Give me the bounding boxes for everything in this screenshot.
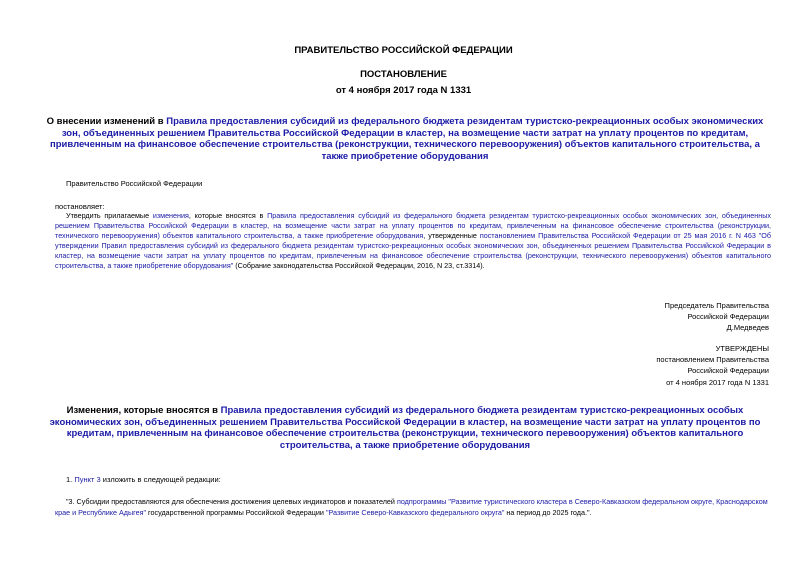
approved-date: от 4 ноября 2017 года N 1331 [666,377,769,387]
para-text-3: , утвержденные [423,231,480,240]
government-heading: ПРАВИТЕЛЬСТВО РОССИЙСКОЙ ФЕДЕРАЦИИ [294,45,513,56]
change-item-1 [66,475,221,484]
item1-number: 1. [66,475,75,484]
item3-text-3: на период до 2025 года.". [504,508,592,517]
item3-text-1: "3. Субсидии предоставляются для обеспечения достижения целевых индикаторов и показателей [66,497,397,506]
changes-rules-link[interactable]: Правила предоставления субсидий из федерального бюджета резидентам туристско-рекреационных особых экономических зон, объединенных решением Правительства Российской Федерации в кластер, на возмещение части затрат на уплату процентов по кредитам, привлеченным на финансовое обеспечение строительства (реконструкции, технического перевооружения) объектов капитального строительства, а также приобретение оборудования [49,405,761,451]
signer-name: Д.Медведев [726,323,769,333]
rules-link[interactable]: Правила предоставления субсидий из федерального бюджета резидентам туристско-рекреационных особых экономических зон, объединенных решением Правительства Российской Федерации в кластер, на возмещение части затрат на уплату процентов по кредитам, привлеченным на финансовое обеспечение строительства (реконструкции, технического перевооружения) объектов капитального строительства, а также приобретение оборудования [50,116,764,162]
signer-org: Российской Федерации [687,312,769,322]
changes-link[interactable]: изменения [152,211,189,220]
point-3-text [55,496,771,518]
para-text-1: Утвердить прилагаемые [66,211,153,220]
subprogram-link[interactable]: подпрограммы "Развитие туристического кластера в Северо-Кавказском федеральном округе, Краснодарском крае и Республике Адыгея" [55,497,768,517]
doc-date-number: от 4 ноября 2017 года N 1331 [335,85,472,96]
preamble-government: Правительство Российской Федерации [66,179,203,188]
signer-title: Председатель Правительства [664,301,769,310]
item1-text: изложить в следующей редакции: [100,475,221,484]
changes-title [40,405,770,451]
rules-link-body[interactable]: Правила предоставления субсидий из федерального бюджета резидентам туристско-рекреационных особых экономических зон, объединенных решением Правительства Российской Федерации в кластер, на возмещение части затрат на уплату процентов по кредитам, привлеченным на финансовое обеспечение строительства (реконструкции, технического перевооружения) объектов капитального строительства, а также приобретение оборудования [55,211,771,240]
preamble-decrees: постановляет: [55,202,105,211]
state-program-link[interactable]: "Развитие Северо-Кавказского федерального округа" [325,508,505,517]
main-paragraph [55,211,771,271]
approved-org: Российской Федерации [687,366,769,376]
approval-block [656,343,769,388]
approved-by: постановлением Правительства [656,355,769,365]
decree-463-link[interactable]: постановлением Правительства Российской Федерации от 25 мая 2016 г. N 463 "Об утверждении Правил предоставления субсидий из федерального бюджета резидентам туристско-рекреационных особых экономических зон, объединенных решением Правительства Российской Федерации в кластер, на возмещение части затрат на уплату процентов по кредитам, привлеченным на финансовое обеспечение строительства (реконструкции, технического перевооружения) объектов капитального строительства, а также приобретение оборудования" [55,231,772,270]
point-3-link[interactable]: Пункт 3 [74,475,101,484]
para-text-4: (Собрание законодательства Российской Федерации, 2016, N 23, ст.3314). [233,261,485,270]
item3-text-2: государственной программы Российской Федерации [146,508,326,517]
para-text-2: , которые вносятся в [188,211,268,220]
doc-type-heading: ПОСТАНОВЛЕНИЕ [360,69,447,80]
approved-label: УТВЕРЖДЕНЫ [715,344,769,353]
signature-block [665,300,769,334]
title-prefix: О внесении изменений в [46,116,167,127]
document-title [40,116,770,162]
changes-title-prefix: Изменения, которые вносятся в [66,405,221,416]
